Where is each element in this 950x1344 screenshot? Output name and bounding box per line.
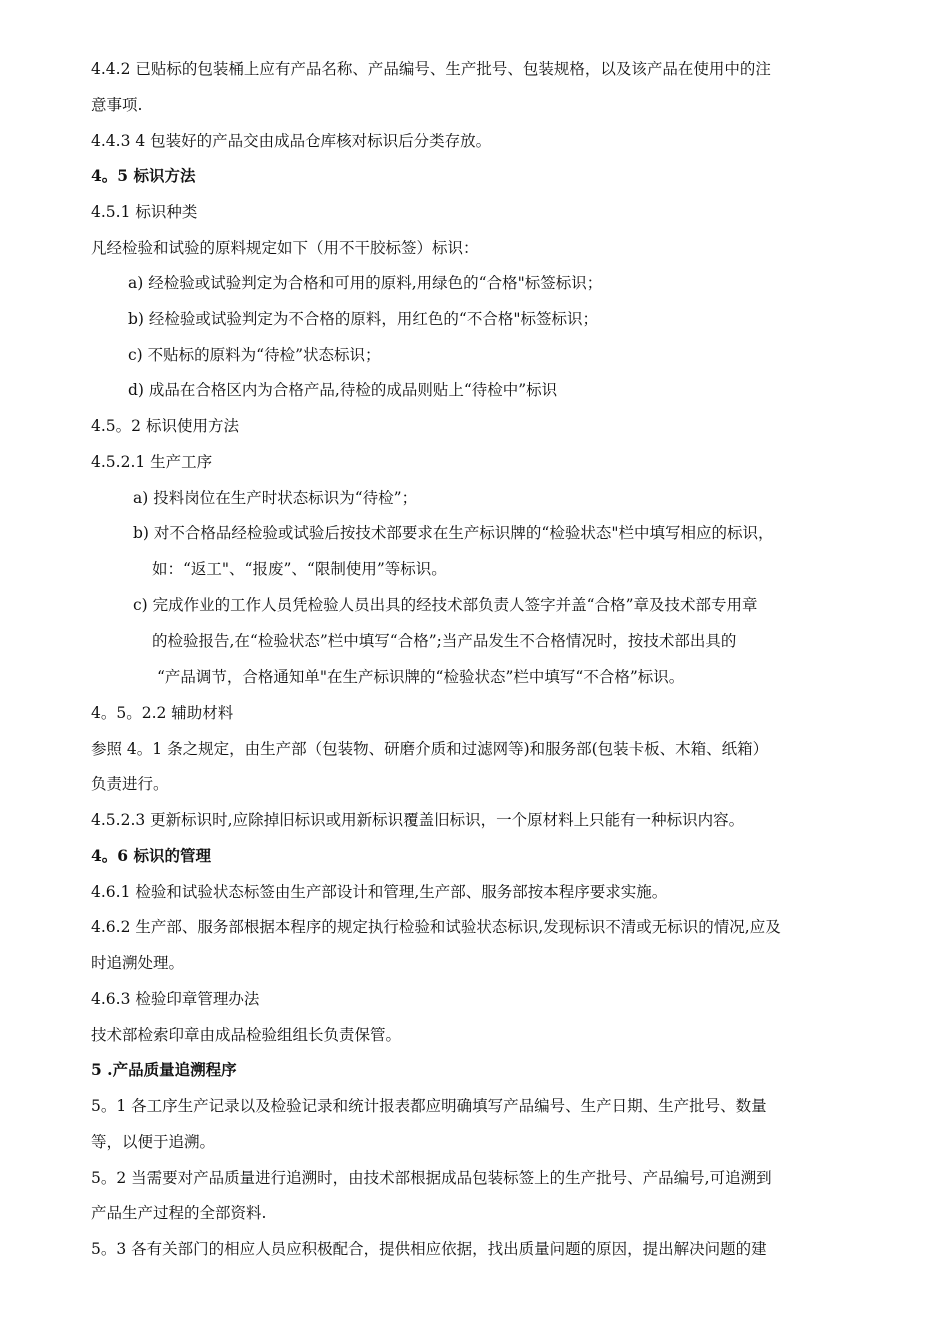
text-line-4-6-1: 4.6.1 检验和试验状态标签由生产部设计和管理,生产部、服务部按本程序要求实施。 xyxy=(91,883,668,901)
text-line-5-2: 5。2 当需要对产品质量进行追溯时，由技术部根据成品包装标签上的生产批号、产品编号,可追溯到 xyxy=(91,1169,772,1187)
text-line-4-5-2-3: 4.5.2.3 更新标识时,应除掉旧标识或用新标识覆盖旧标识，一个原材料上只能有一种标识内容。 xyxy=(91,811,745,829)
subsection-heading-4-5-2-2: 4。5。2.2 辅助材料 xyxy=(91,704,234,722)
text-line-4-5-1-intro: 凡经检验和试验的原料规定如下（用不干胶标签）标识： xyxy=(91,239,479,257)
subsection-heading-4-6-3: 4.6.3 检验印章管理办法 xyxy=(91,990,260,1008)
section-heading-4-6: 4。6 标识的管理 xyxy=(91,846,211,865)
list-item-4-5-2-1-b: b) 对不合格品经检验或试验后按技术部要求在生产标识牌的“检验状态"栏中填写相应的标识， xyxy=(133,524,774,542)
text-line-4-4-2-cont: 意事项. xyxy=(91,96,143,114)
text-line-5-2-cont: 产品生产过程的全部资料. xyxy=(91,1204,267,1222)
text-line-5-1-cont: 等，以便于追溯。 xyxy=(91,1133,216,1151)
list-item-4-5-2-1-c-cont2: “产品调节，合格通知单"在生产标识牌的“检验状态”栏中填写“不合格”标识。 xyxy=(157,668,685,686)
list-item-4-5-2-1-c-cont: 的检验报告,在“检验状态”栏中填写“合格”;当产品发生不合格情况时，按技术部出具的 xyxy=(152,632,737,650)
list-item-4-5-1-a: a) 经检验或试验判定为合格和可用的原料,用绿色的“合格"标签标识； xyxy=(128,274,603,292)
list-item-4-5-2-1-c: c) 完成作业的工作人员凭检验人员出具的经技术部负责人签字并盖“合格”章及技术部专用章 xyxy=(133,596,758,614)
list-item-4-5-2-1-a: a) 投料岗位在生产时状态标识为“待检”； xyxy=(133,489,418,507)
text-line-4-6-2-cont: 时追溯处理。 xyxy=(91,954,185,972)
subsection-heading-4-5-2-1: 4.5.2.1 生产工序 xyxy=(91,453,213,471)
section-heading-5: 5 .产品质量追溯程序 xyxy=(91,1060,237,1079)
text-line-4-6-2: 4.6.2 生产部、服务部根据本程序的规定执行检验和试验状态标识,发现标识不清或无标识的情况,应及 xyxy=(91,918,781,936)
list-item-4-5-2-1-b-cont: 如：“返工"、“报废”、“限制使用”等标识。 xyxy=(152,560,447,578)
text-line-4-6-3: 技术部检索印章由成品检验组组长负责保管。 xyxy=(91,1026,402,1044)
list-item-4-5-1-d: d) 成品在合格区内为合格产品,待检的成品则贴上“待检中”标识 xyxy=(128,381,558,399)
list-item-4-5-1-b: b) 经检验或试验判定为不合格的原料，用红色的“不合格"标签标识； xyxy=(128,310,598,328)
subsection-heading-4-5-1: 4.5.1 标识种类 xyxy=(91,203,198,221)
text-line-5-3: 5。3 各有关部门的相应人员应积极配合，提供相应依据，找出质量问题的原因，提出解决问题的建 xyxy=(91,1240,767,1258)
section-heading-4-5: 4。5 标识方法 xyxy=(91,166,196,185)
subsection-heading-4-5-2: 4.5。2 标识使用方法 xyxy=(91,417,239,435)
text-line-4-5-2-2-cont: 负责进行。 xyxy=(91,775,169,793)
text-line-4-4-3: 4.4.3 4 包装好的产品交由成品仓库核对标识后分类存放。 xyxy=(91,132,492,150)
list-item-4-5-1-c: c) 不贴标的原料为“待检”状态标识； xyxy=(128,346,381,364)
text-line-5-1: 5。1 各工序生产记录以及检验记录和统计报表都应明确填写产品编号、生产日期、生产批号、数量 xyxy=(91,1097,767,1115)
text-line-4-5-2-2: 参照 4。1 条之规定，由生产部（包装物、研磨介质和过滤网等)和服务部(包装卡板、木箱、纸箱） xyxy=(91,740,769,758)
text-line-4-4-2: 4.4.2 已贴标的包装桶上应有产品名称、产品编号、生产批号、包装规格，以及该产品在使用中的注 xyxy=(91,60,771,78)
